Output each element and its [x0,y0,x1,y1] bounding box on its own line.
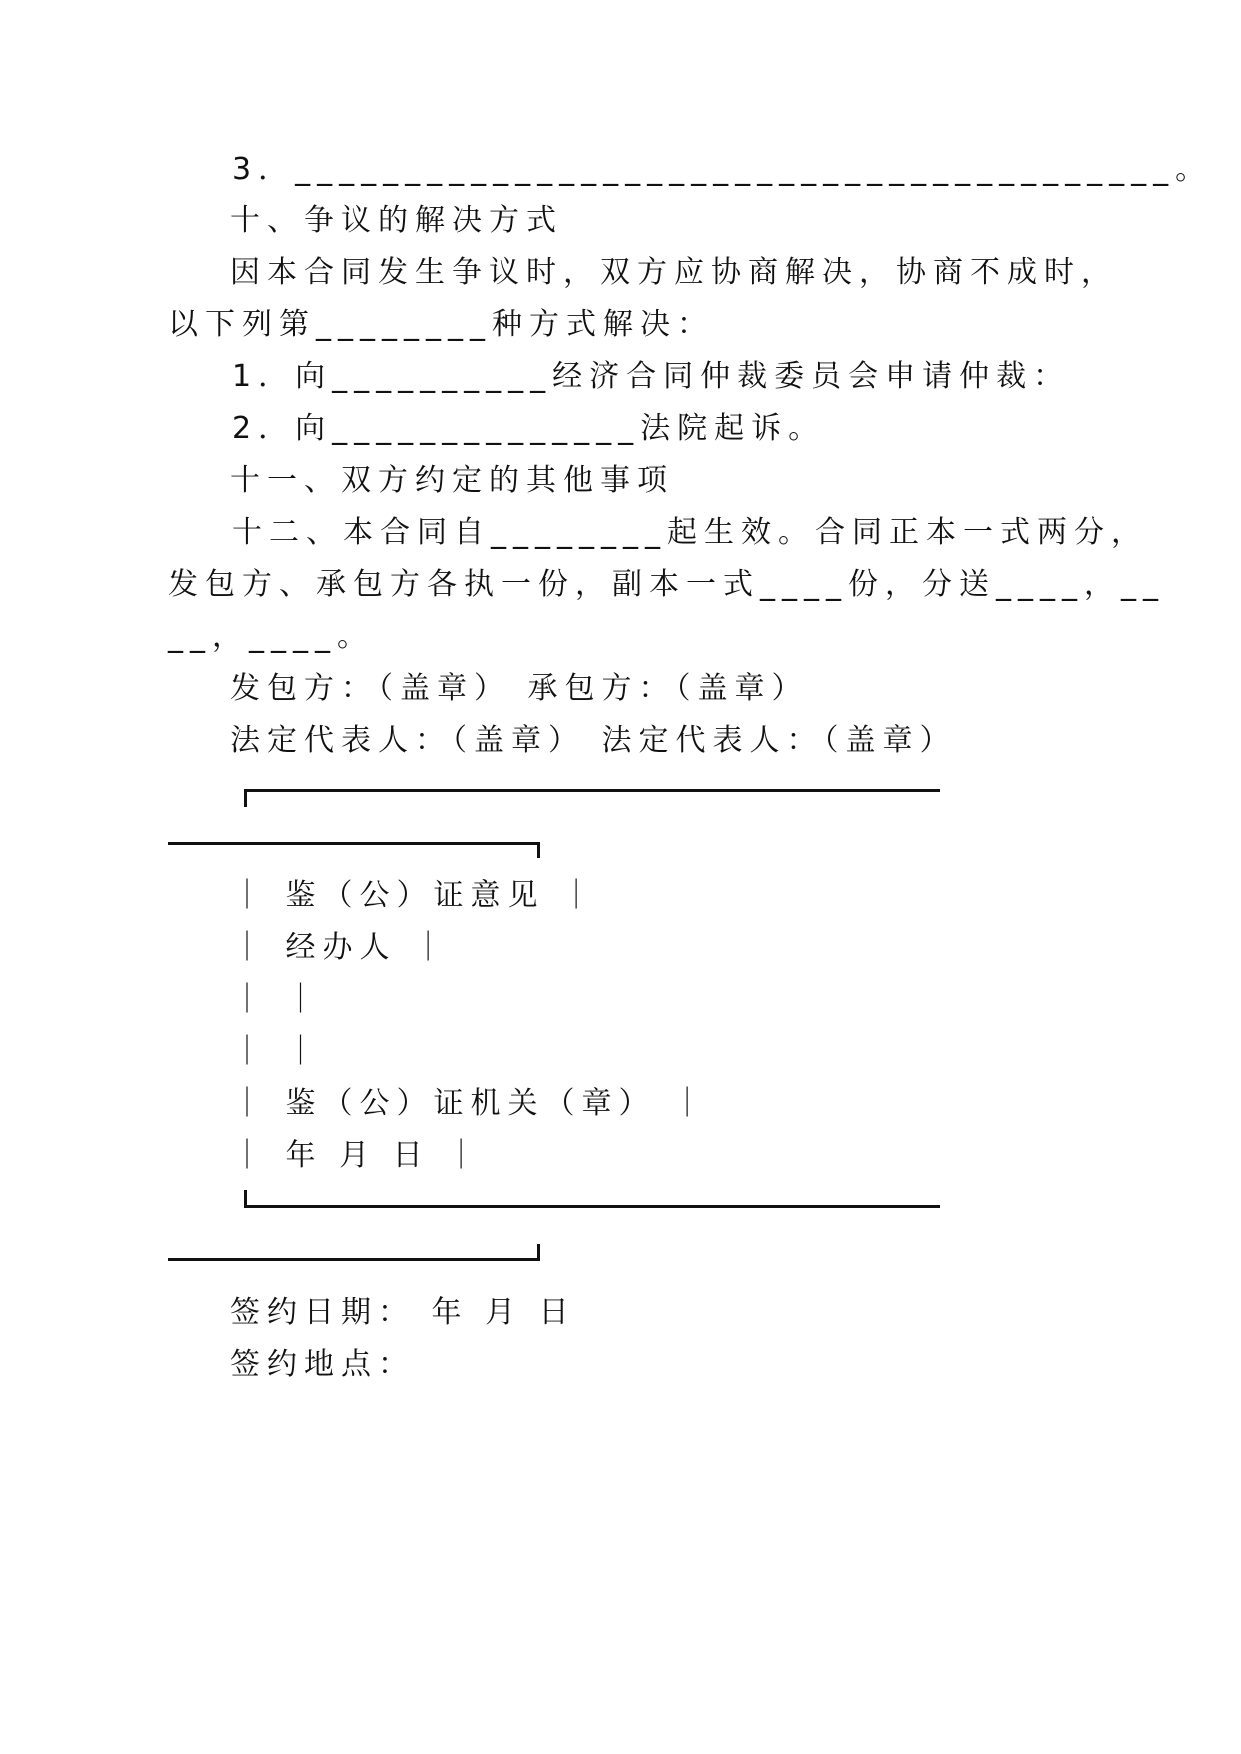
notary-opinion-label: ｜ 鉴（公）证意见 ｜ [232,878,599,913]
option-1-arbitration: 1．向__________经济合同仲裁委员会申请仲裁： [232,359,1071,394]
box-bottom-right-corner [537,1244,540,1261]
section-10-heading: 十、争议的解决方式 [230,203,563,238]
box-top-border-continued [168,842,540,845]
box-top-right-corner [537,842,540,858]
section-12-paragraph-3: __，____。 [168,619,374,654]
signing-date-label: 签约日期： 年 月 日 [230,1295,576,1330]
box-bottom-border-continued [168,1258,540,1261]
section-10-paragraph-2: 以下列第________种方式解决： [168,307,714,342]
box-empty-row-2: ｜ ｜ [232,1034,323,1069]
option-2-court: 2．向______________法院起诉。 [232,411,826,446]
section-10-paragraph-1: 因本合同发生争议时，双方应协商解决，协商不成时， [230,255,1118,290]
box-bottom-border [244,1205,940,1208]
clause-3-blank: 3．________________________________________。 [232,152,1213,187]
signing-place-label: 签约地点： [230,1347,415,1382]
box-date-label: ｜ 年 月 日 ｜ [232,1138,484,1173]
party-seal-line: 发包方：（盖章） 承包方：（盖章） [230,671,809,706]
section-12-paragraph-1: 十二、本合同自________起生效。合同正本一式两分， [232,515,1148,550]
section-11-heading: 十一、双方约定的其他事项 [230,463,674,498]
notary-office-seal-label: ｜ 鉴（公）证机关（章） ｜ [232,1086,710,1121]
box-empty-row-1: ｜ ｜ [232,982,323,1017]
handler-label: ｜ 经办人 ｜ [232,930,451,965]
legal-representative-line: 法定代表人：（盖章） 法定代表人：（盖章） [230,723,957,758]
section-12-paragraph-2: 发包方、承包方各执一份，副本一式____份，分送____，__ [168,567,1165,602]
box-top-border [244,789,940,792]
